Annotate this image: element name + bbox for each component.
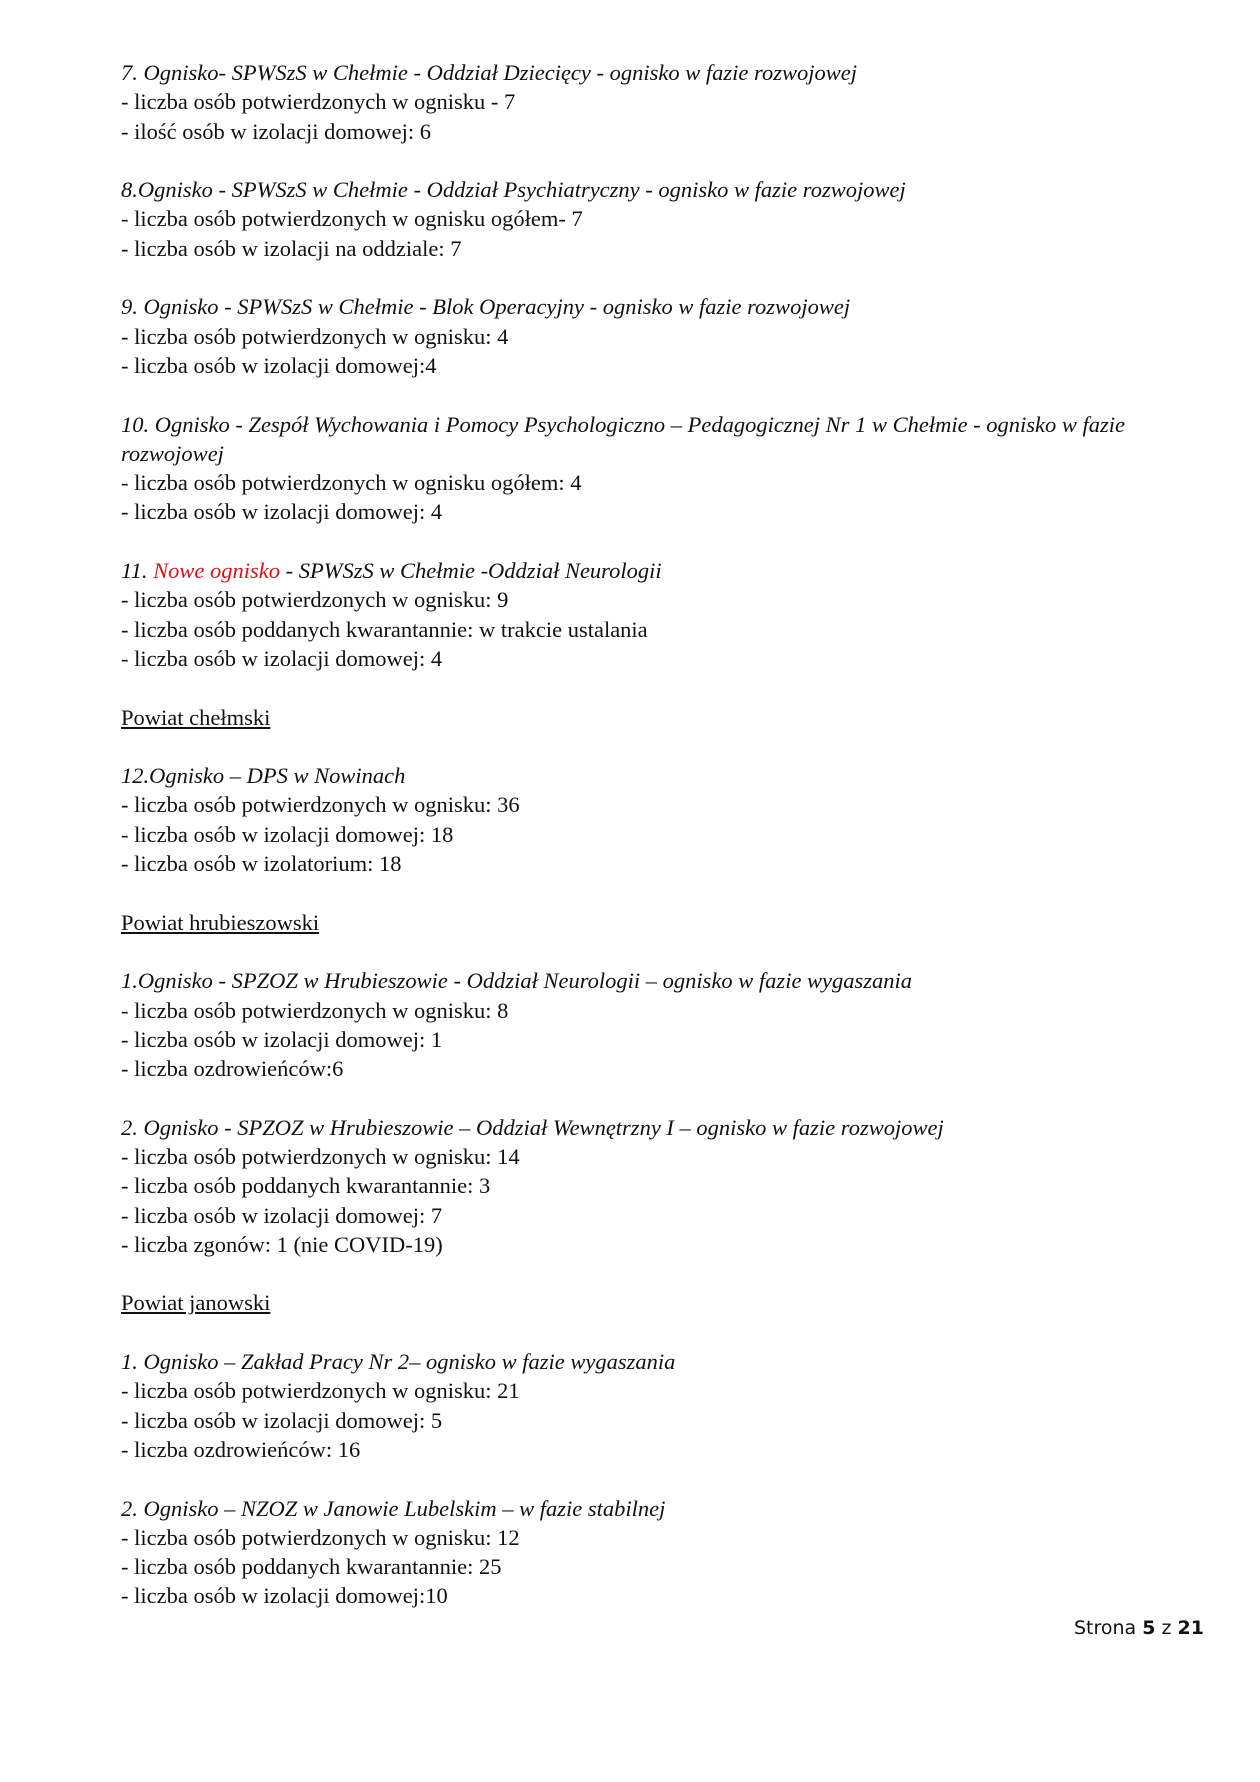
outbreak-detail-line: - liczba osób w izolacji domowej: 4 — [121, 499, 443, 525]
outbreak-item-8 — [121, 175, 1191, 263]
outbreak-detail-line: - liczba osób w izolacji domowej:10 — [121, 1583, 448, 1609]
section-title-powiat-janowski: Powiat janowski — [121, 1290, 271, 1316]
outbreak-item-hrubieszow-2 — [121, 1113, 1191, 1259]
outbreak-heading — [121, 556, 1191, 585]
outbreak-item-12 — [121, 761, 1191, 878]
current-page: 5 — [1142, 1617, 1156, 1639]
outbreak-heading: 8.Ognisko - SPWSzS w Chełmie - Oddział Psychiatryczny - ognisko w fazie rozwojowej — [121, 177, 906, 203]
new-outbreak-label: Nowe ognisko — [153, 558, 280, 584]
outbreak-detail-line: - liczba zgonów: 1 (nie COVID-19) — [121, 1231, 443, 1257]
outbreak-item-janow-1 — [121, 1347, 1191, 1464]
outbreak-heading: 9. Ognisko - SPWSzS w Chełmie - Blok Operacyjny - ognisko w fazie rozwojowej — [121, 294, 851, 320]
outbreak-heading: 2. Ognisko – NZOZ w Janowie Lubelskim – w fazie stabilnej — [121, 1495, 666, 1521]
outbreak-detail-line: - liczba osób w izolacji na oddziale: 7 — [121, 235, 462, 261]
outbreak-item-hrubieszow-1 — [121, 966, 1191, 1083]
page-number-footer — [1074, 1617, 1204, 1639]
outbreak-item-7 — [121, 58, 1191, 146]
outbreak-detail-line: - liczba osób potwierdzonych w ognisku: 36 — [121, 792, 520, 818]
outbreak-heading: 12.Ognisko – DPS w Nowinach — [121, 763, 406, 789]
outbreak-detail-line: - liczba osób w izolacji domowej: 5 — [121, 1407, 443, 1433]
outbreak-detail-line: - liczba osób potwierdzonych w ognisku: 9 — [121, 587, 509, 613]
total-pages: 21 — [1177, 1617, 1204, 1639]
outbreak-detail-line: - liczba osób w izolacji domowej: 1 — [121, 1026, 443, 1052]
outbreak-detail-line: - liczba osób w izolacji domowej: 4 — [121, 645, 443, 671]
outbreak-detail-line: - liczba osób potwierdzonych w ognisku: 8 — [121, 997, 509, 1023]
section-title-powiat-hrubieszowski: Powiat hrubieszowski — [121, 909, 320, 935]
section-title-powiat-chelmski: Powiat chełmski — [121, 704, 271, 730]
outbreak-item-11 — [121, 556, 1191, 673]
outbreak-heading: 7. Ognisko- SPWSzS w Chełmie - Oddział Dziecięcy - ognisko w fazie rozwojowej — [121, 60, 857, 85]
heading-number: 11. — [121, 558, 154, 584]
outbreak-detail-line: - liczba ozdrowieńców:6 — [121, 1056, 344, 1082]
heading-rest: - SPWSzS w Chełmie -Oddział Neurologii — [279, 558, 662, 584]
page-label: Strona — [1073, 1617, 1137, 1639]
outbreak-detail-line: - liczba osób potwierdzonych w ognisku: 12 — [121, 1524, 520, 1550]
outbreak-heading: 1. Ognisko – Zakład Pracy Nr 2– ognisko w fazie wygaszania — [121, 1349, 676, 1375]
outbreak-item-janow-2 — [121, 1494, 1191, 1611]
page-of: z — [1161, 1617, 1172, 1639]
outbreak-detail-line: - liczba osób w izolacji domowej: 18 — [121, 821, 454, 847]
outbreak-detail-line: - ilość osób w izolacji domowej: 6 — [121, 118, 431, 144]
outbreak-detail-line: - liczba osób w izolacji domowej: 7 — [121, 1202, 443, 1228]
outbreak-detail-line: - liczba osób potwierdzonych w ognisku: 4 — [121, 323, 509, 349]
outbreak-detail-line: - liczba osób poddanych kwarantannie: w trakcie ustalania — [121, 616, 648, 642]
outbreak-heading: 10. Ognisko - Zespół Wychowania i Pomocy Psychologiczno – Pedagogicznej Nr 1 w Chełmie - ognisko w fazie rozwojowej — [121, 411, 1126, 466]
outbreak-detail-line: - liczba osób potwierdzonych w ognisku: 14 — [121, 1143, 520, 1169]
outbreak-heading: 1.Ognisko - SPZOZ w Hrubieszowie - Oddział Neurologii – ognisko w fazie wygaszania — [121, 968, 913, 994]
outbreak-detail-line: - liczba osób potwierdzonych w ognisku ogółem- 7 — [121, 206, 583, 232]
outbreak-item-9 — [121, 292, 1191, 380]
outbreak-detail-line: - liczba osób w izolacji domowej:4 — [121, 352, 437, 378]
outbreak-detail-line: - liczba ozdrowieńców: 16 — [121, 1436, 361, 1462]
outbreak-detail-line: - liczba osób poddanych kwarantannie: 3 — [121, 1173, 491, 1199]
outbreak-detail-line: - liczba osób potwierdzonych w ognisku ogółem: 4 — [121, 470, 582, 496]
document-body — [121, 58, 1191, 1640]
outbreak-heading: 2. Ognisko - SPZOZ w Hrubieszowie – Oddział Wewnętrzny I – ognisko w fazie rozwojowej — [121, 1114, 944, 1140]
outbreak-detail-line: - liczba osób poddanych kwarantannie: 25 — [121, 1554, 502, 1580]
outbreak-detail-line: - liczba osób w izolatorium: 18 — [121, 851, 402, 877]
outbreak-detail-line: - liczba osób potwierdzonych w ognisku - 7 — [121, 89, 516, 115]
outbreak-detail-line: - liczba osób potwierdzonych w ognisku: 21 — [121, 1378, 520, 1404]
outbreak-item-10 — [121, 410, 1191, 527]
